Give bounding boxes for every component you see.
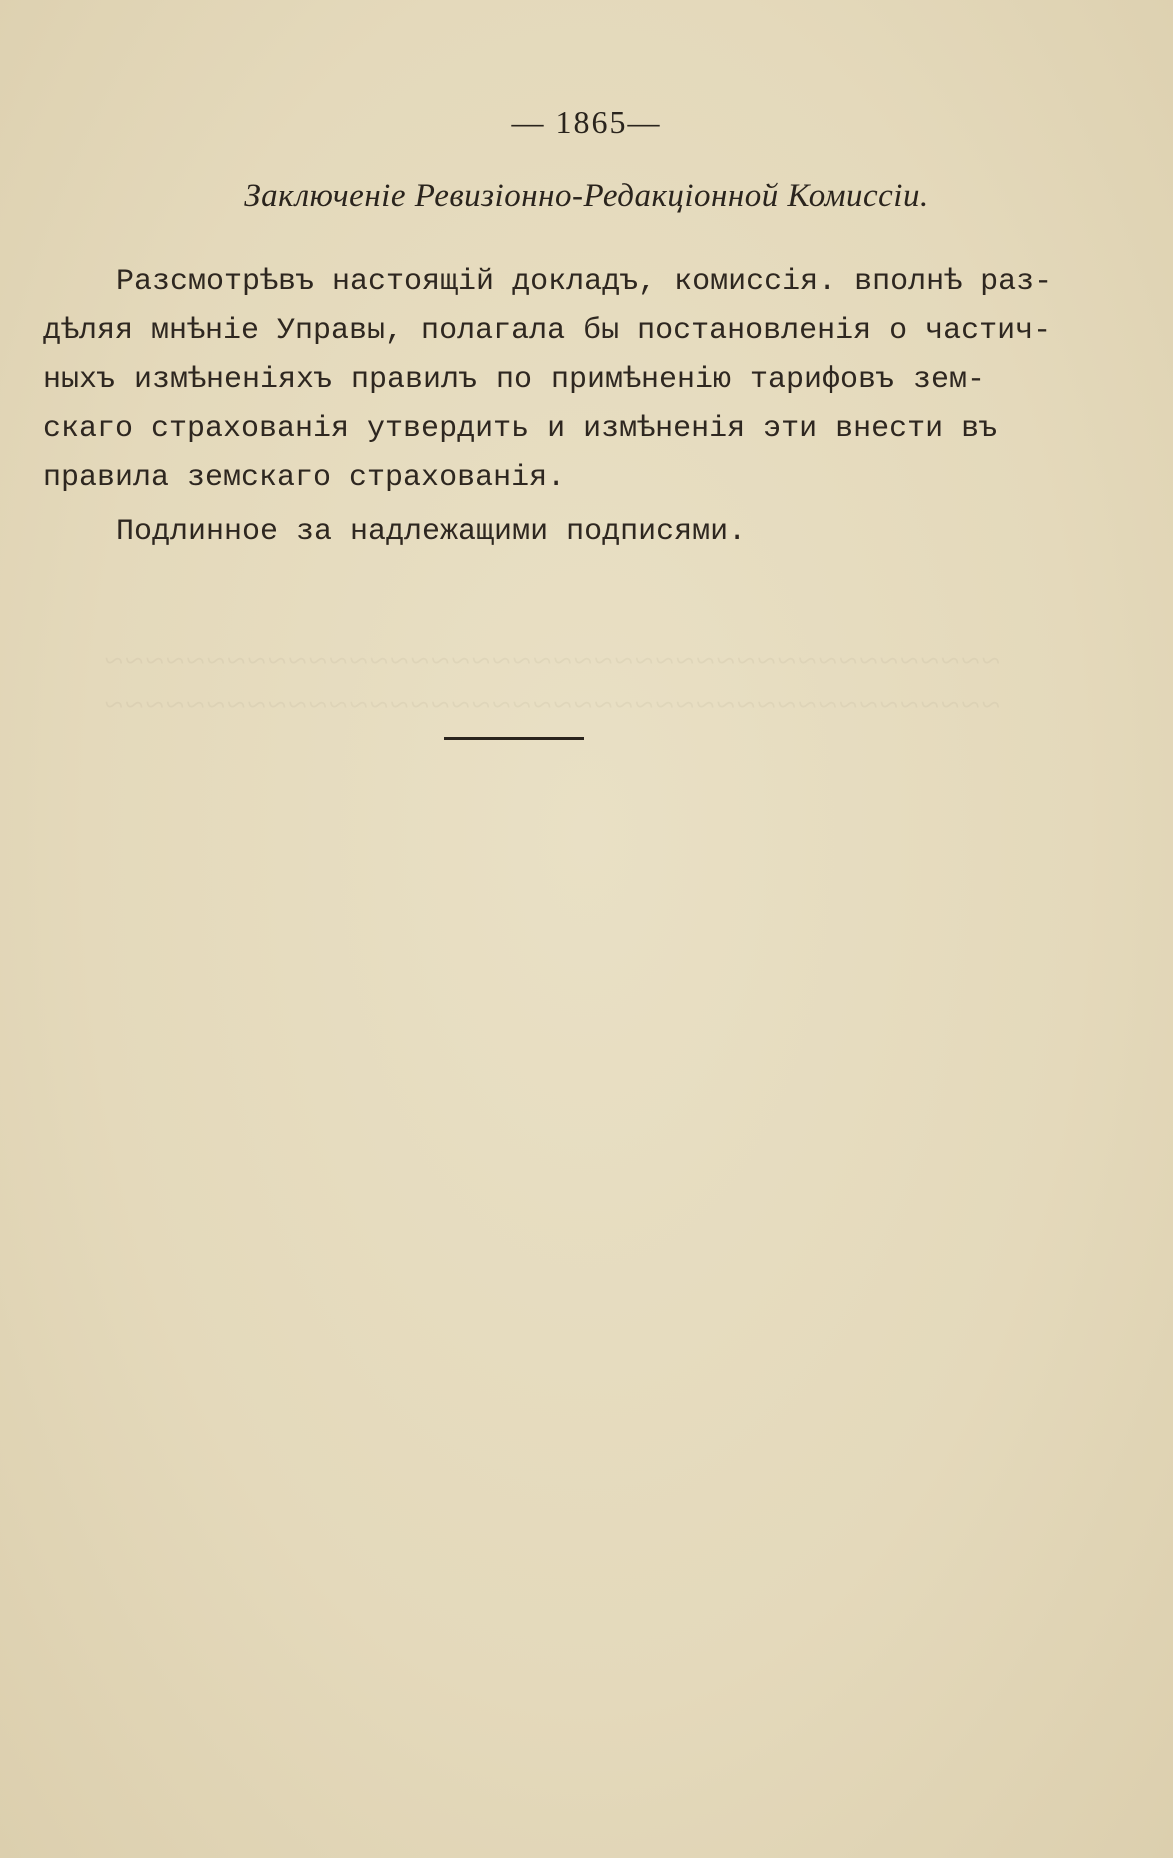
page-number: — 1865—	[511, 104, 662, 140]
paragraph-line: скаго страхованія утвердить и измѣненія эти внести въ	[43, 412, 998, 446]
bleed-through-text: ~~~~~~~~~~~~~~~~~~~~~~~~~~~~~~~~~~~~~~~~~~~~ ~~~~~~~~~~~~~~~~~~~~~~~~~~~~~~~~~~~~~~~~~~~~	[102, 643, 1000, 724]
paragraph-line: дѣляя мнѣніе Управы, полагала бы постановленія о частич-	[43, 314, 1052, 348]
paragraph-line: правила земскаго страхованія.	[43, 461, 566, 495]
separator-rule	[444, 737, 584, 740]
paragraph-line: Разсмотрѣвъ настоящій докладъ, комиссія. вполнѣ раз-	[116, 265, 1053, 299]
section-title: Заключеніе Ревизіонно-Редакціонной Комиссіи.	[244, 178, 929, 214]
paragraph	[43, 258, 1053, 503]
paragraph-line: ныхъ измѣненіяхъ правилъ по примѣненію тарифовъ зем-	[43, 363, 985, 397]
signature-note: Подлинное за надлежащими подписями.	[116, 515, 747, 549]
